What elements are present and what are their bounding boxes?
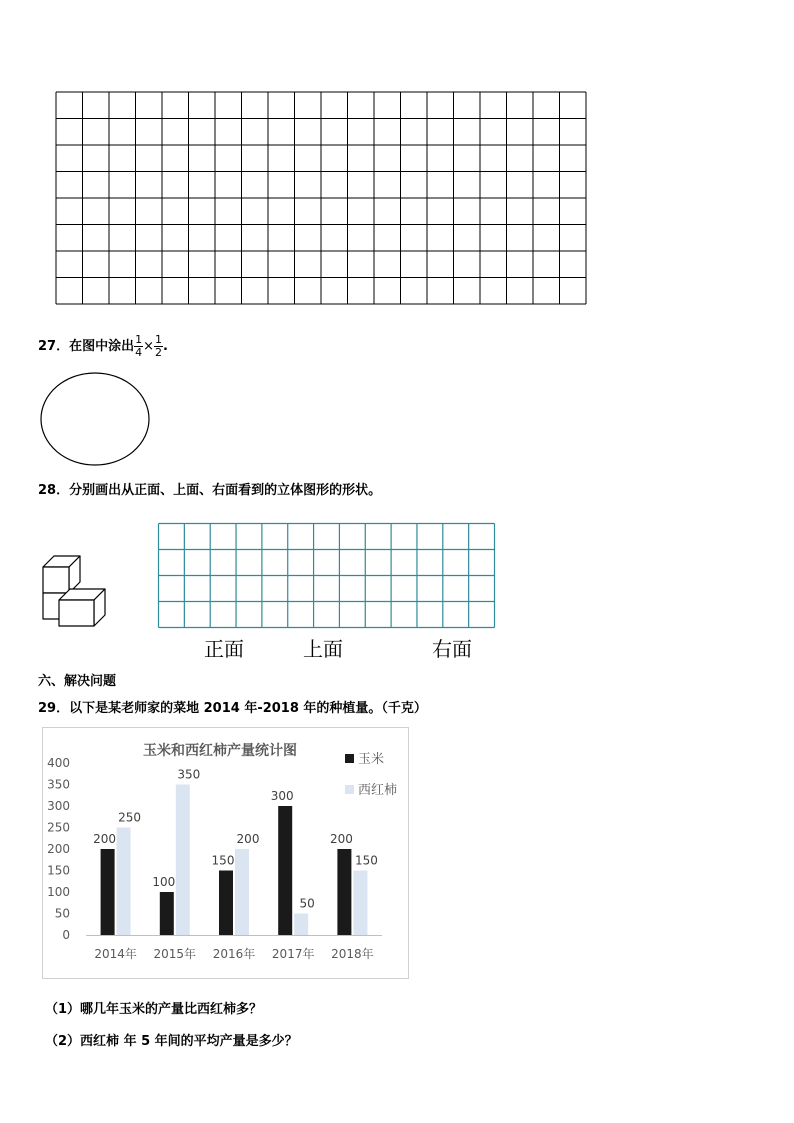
y-tick-label: 150 <box>47 863 70 878</box>
data-label: 50 <box>299 896 315 911</box>
legend-swatch <box>345 785 354 794</box>
label-top-view: 上面 <box>303 637 343 661</box>
fraction-numerator: 1 <box>155 333 163 346</box>
x-tick-label: 2017年 <box>271 947 315 961</box>
label-right-view: 右面 <box>432 637 472 661</box>
question-27-prefix: 在图中涂出 <box>69 339 135 354</box>
data-label: 150 <box>354 853 378 868</box>
y-tick-label: 50 <box>54 906 70 921</box>
label-front-view: 正面 <box>204 637 244 661</box>
bar-corn <box>160 892 174 935</box>
bar-corn <box>278 806 292 935</box>
section-title: 六、解决问题 <box>38 674 117 689</box>
ellipse-shape[interactable] <box>38 370 154 470</box>
data-label: 150 <box>211 853 235 868</box>
question-27-number: 27． <box>38 339 70 354</box>
chart-title: 玉米和西红柿产量统计图 <box>143 743 297 759</box>
x-tick-label: 2015年 <box>153 947 197 961</box>
times-sign: × <box>143 339 155 354</box>
legend-label: 玉米 <box>358 752 385 767</box>
data-label: 100 <box>152 875 176 889</box>
y-tick-label: 400 <box>47 756 70 770</box>
legend-swatch <box>345 754 354 763</box>
question-28: 28．分别画出从正面、上面、右面看到的立体图形的形状。 <box>38 483 382 498</box>
fraction-denominator: 2 <box>155 346 163 359</box>
sub-question-1: （1）哪几年玉米的产量比西红柿多？ <box>45 1002 263 1017</box>
x-tick-label: 2018年 <box>331 947 374 961</box>
bar-tomato <box>117 828 131 936</box>
cube-stack-figure <box>40 552 112 630</box>
data-label: 200 <box>236 832 260 846</box>
fraction-denominator: 4 <box>135 346 143 359</box>
x-tick-label: 2014年 <box>94 947 137 961</box>
bar-corn <box>101 849 115 935</box>
question-27 <box>38 334 168 359</box>
data-label: 200 <box>329 832 353 846</box>
bar-tomato <box>235 849 249 935</box>
bar-corn <box>219 871 233 936</box>
drawing-grid-top[interactable] <box>55 91 588 306</box>
y-tick-label: 250 <box>47 820 70 835</box>
y-tick-label: 0 <box>62 928 70 942</box>
legend-label: 西红柿 <box>358 783 398 798</box>
bar-tomato <box>294 914 308 936</box>
y-tick-label: 100 <box>47 885 70 899</box>
question-27-suffix: . <box>163 339 168 354</box>
fraction-one-quarter <box>134 334 143 359</box>
data-label: 200 <box>93 832 117 846</box>
y-tick-label: 350 <box>47 777 70 792</box>
data-label: 300 <box>270 789 294 803</box>
fraction-one-half <box>154 334 163 359</box>
data-label: 250 <box>118 810 142 825</box>
fraction-numerator: 1 <box>135 333 143 346</box>
sub-question-2: （2）西红柿 年 5 年间的平均产量是多少？ <box>45 1034 298 1049</box>
production-bar-chart <box>42 727 410 980</box>
view-drawing-grid[interactable] <box>157 522 497 630</box>
bar-tomato <box>353 871 367 936</box>
y-tick-label: 300 <box>47 799 70 813</box>
question-29: 29．以下是某老师家的菜地 2014 年-2018 年的种植量。（千克） <box>38 701 427 716</box>
bar-tomato <box>176 785 190 936</box>
y-tick-label: 200 <box>47 842 70 856</box>
bar-corn <box>337 849 351 935</box>
data-label: 350 <box>177 767 201 782</box>
x-tick-label: 2016年 <box>212 947 256 961</box>
